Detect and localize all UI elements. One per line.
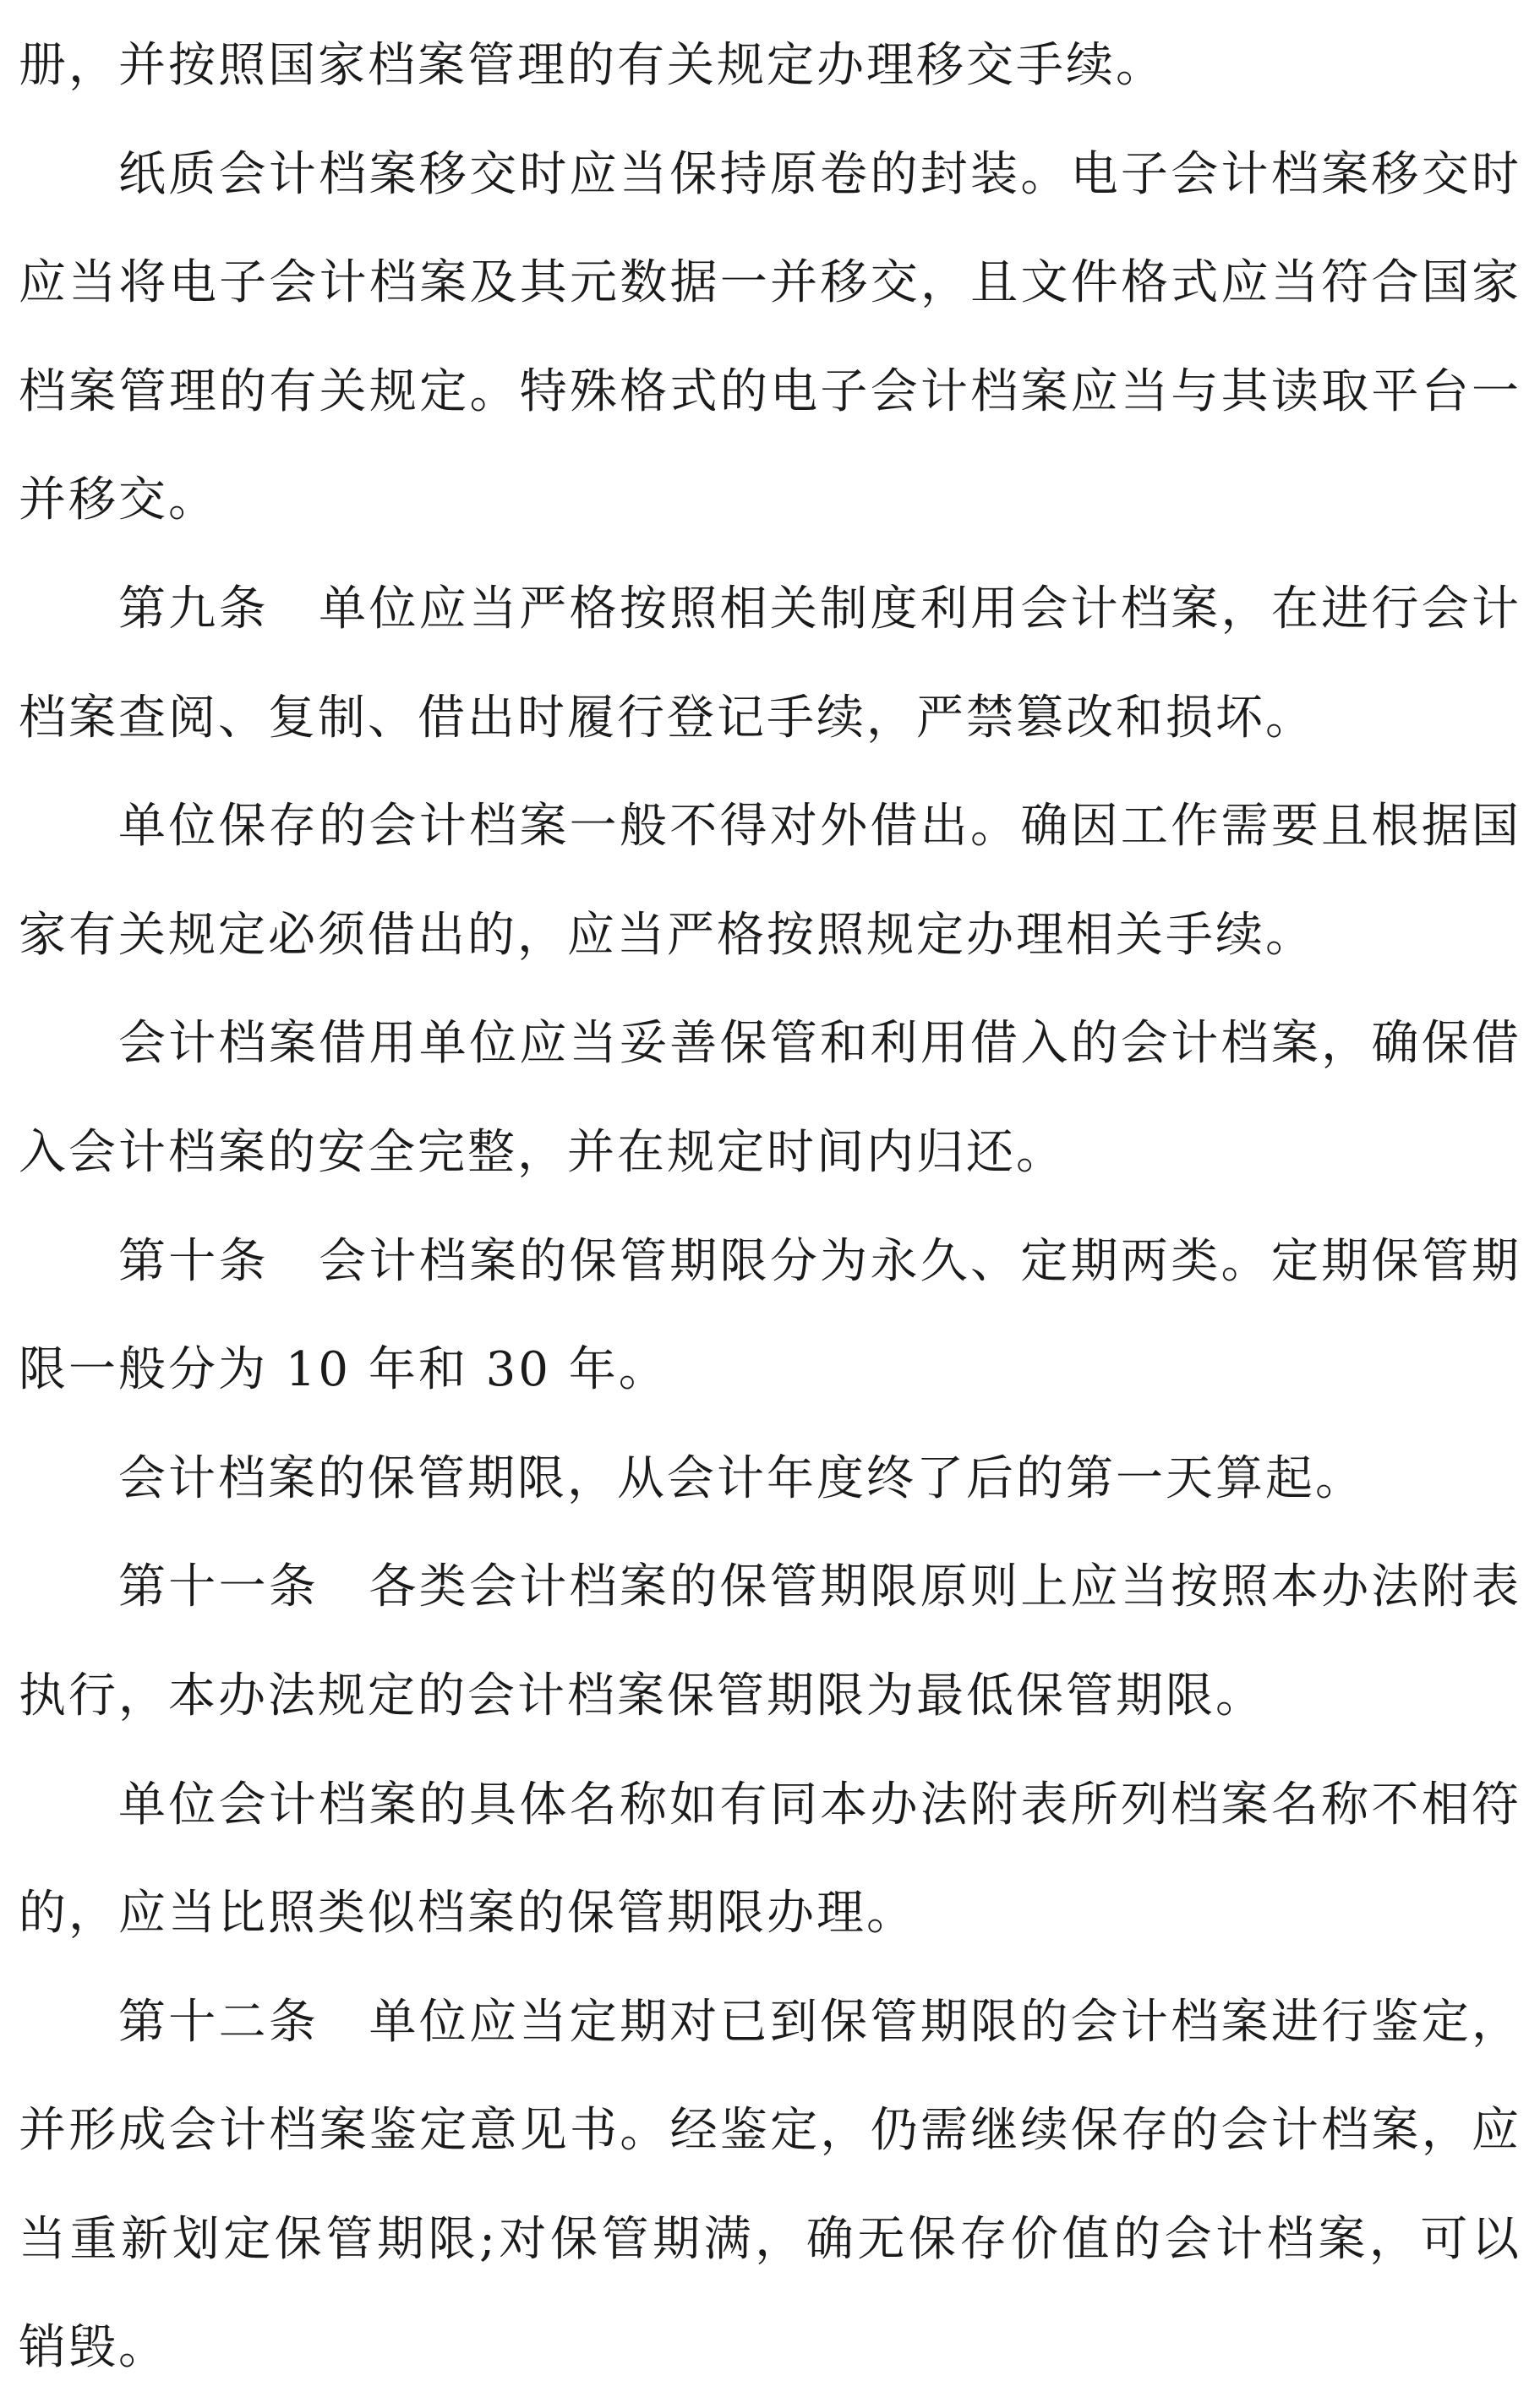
paragraph-borrower-duties: 会计档案借用单位应当妥善保管和利用借入的会计档案，确保借入会计档案的安全完整，并在规定时间内归还。 [19, 1016, 1521, 1180]
paragraph-article-9: 第九条 单位应当严格按照相关制度利用会计档案，在进行会计档案查阅、复制、借出时履行登记手续，严禁篡改和损坏。 [19, 581, 1521, 745]
paragraph-lending-rules: 单位保存的会计档案一般不得对外借出。确因工作需要且根据国家有关规定必须借出的，应当严格按照规定办理相关手续。 [19, 799, 1521, 963]
paragraph-article-12: 第十二条 单位应当定期对已到保管期限的会计档案进行鉴定，并形成会计档案鉴定意见书。经鉴定，仍需继续保存的会计档案，应当重新划定保管期限;对保管期满，确无保存价值的会计档案，可以销毁。 [19, 1994, 1521, 2376]
paragraph-name-mismatch: 单位会计档案的具体名称如有同本办法附表所列档案名称不相符的，应当比照类似档案的保管期限办理。 [19, 1777, 1521, 1942]
paragraph-handover-procedure: 册，并按照国家档案管理的有关规定办理移交手续。 [19, 38, 1166, 93]
paragraph-retention-start: 会计档案的保管期限，从会计年度终了后的第一天算起。 [118, 1450, 1365, 1506]
paragraph-paper-electronic-transfer: 纸质会计档案移交时应当保持原卷的封装。电子会计档案移交时应当将电子会计档案及其元数据一并移交，且文件格式应当符合国家档案管理的有关规定。特殊格式的电子会计档案应当与其读取平台一并移交。 [19, 146, 1521, 528]
paragraph-article-10: 第十条 会计档案的保管期限分为永久、定期两类。定期保管期限一般分为 10 年和 30 年。 [19, 1233, 1521, 1398]
paragraph-article-11: 第十一条 各类会计档案的保管期限原则上应当按照本办法附表执行，本办法规定的会计档案保管期限为最低保管期限。 [19, 1559, 1521, 1723]
